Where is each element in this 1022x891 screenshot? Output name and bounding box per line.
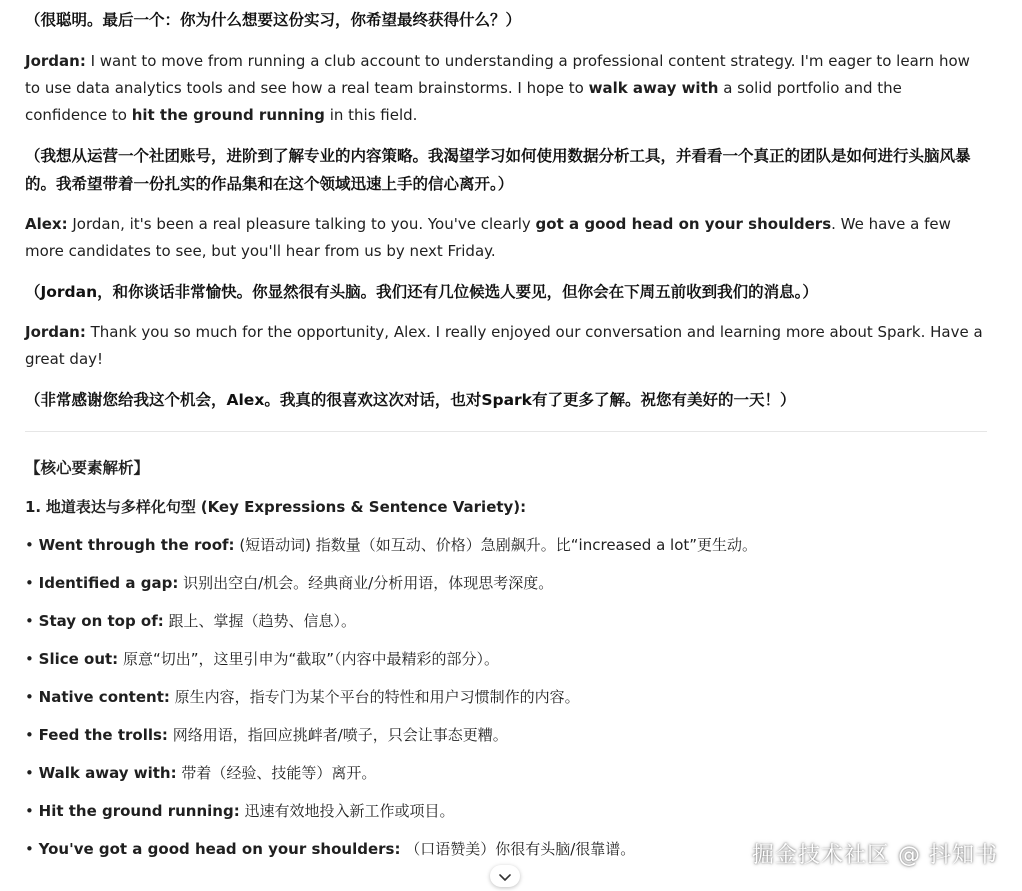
dialogue-text: I want to move from running a club account to understanding a professional content strategy. I'm eager to learn how to use data analytics tools and see how a real team brainstorms. I hope to xyxy=(25,52,970,97)
key-phrase: hit the ground running xyxy=(131,106,325,124)
dialogue-section xyxy=(25,6,987,414)
scroll-down-button[interactable] xyxy=(490,865,520,887)
subheading-number: 1. xyxy=(25,498,42,516)
expression-description: 跟上、掌握（趋势、信息）。 xyxy=(163,612,357,630)
expression-item xyxy=(25,683,987,711)
expression-term: You've got a good head on your shoulders: xyxy=(38,840,401,858)
bullet-marker: • xyxy=(25,688,34,706)
dialogue-text: Jordan, it's been a real pleasure talking to you. You've clearly xyxy=(67,215,536,233)
expression-item xyxy=(25,721,987,749)
expression-term: Identified a gap: xyxy=(38,574,179,592)
dialogue-text: . We have a few more candidates to see, but you'll hear from us by next Friday. xyxy=(25,215,951,260)
expression-term: Hit the ground running: xyxy=(38,802,240,820)
expression-term: Went through the roof: xyxy=(38,536,235,554)
section-divider xyxy=(25,431,987,432)
bullet-marker: • xyxy=(25,802,34,820)
expression-item xyxy=(25,531,987,559)
expression-term: Slice out: xyxy=(38,650,119,668)
subheading-cn: 地道表达与多样化句型 xyxy=(45,498,196,516)
expression-term: Feed the trolls: xyxy=(38,726,168,744)
key-phrase: walk away with xyxy=(588,79,719,97)
bullet-marker: • xyxy=(25,650,34,668)
dialogue-paragraph xyxy=(25,319,987,373)
dialogue-text: in this field. xyxy=(324,106,418,124)
analysis-title: 【核心要素解析】 xyxy=(25,459,150,477)
speaker-name: Alex: xyxy=(25,215,68,233)
bullet-marker: • xyxy=(25,612,34,630)
expression-description: 网络用语，指回应挑衅者/喷子，只会让事态更糟。 xyxy=(167,726,508,744)
expression-item xyxy=(25,759,987,787)
expression-description: 识别出空白/机会。经典商业/分析用语，体现思考深度。 xyxy=(178,574,554,592)
analysis-subheading xyxy=(25,493,987,521)
article-content xyxy=(25,0,987,873)
translation-paragraph: （非常感谢您给我这个机会，Alex。我真的很喜欢这次对话，也对Spark有了更多了解。祝您有美好的一天！） xyxy=(25,391,796,409)
bullet-marker: • xyxy=(25,726,34,744)
speaker-name: Jordan: xyxy=(25,52,86,70)
subheading-en: (Key Expressions & Sentence Variety): xyxy=(200,498,527,516)
key-phrase: got a good head on your shoulders xyxy=(535,215,832,233)
speaker-name: Jordan: xyxy=(25,323,86,341)
dialogue-text: a solid portfolio and the confidence to xyxy=(25,79,902,124)
dialogue-text: Thank you so much for the opportunity, Alex. I really enjoyed our conversation and learning more about Spark. Have a great day! xyxy=(25,323,983,368)
expression-description: (短语动词) 指数量（如互动、价格）急剧飙升。比“increased a lot”更生动。 xyxy=(234,536,758,554)
bullet-marker: • xyxy=(25,536,34,554)
translation-paragraph: （Jordan，和你谈话非常愉快。你显然很有头脑。我们还有几位候选人要见，但你会在下周五前收到我们的消息。） xyxy=(25,283,818,301)
expression-description: （口语赞美）你很有头脑/很靠谱。 xyxy=(400,840,636,858)
expression-item xyxy=(25,645,987,673)
expression-description: 原意“切出”，这里引申为“截取”（内容中最精彩的部分）。 xyxy=(118,650,500,668)
dialogue-paragraph xyxy=(25,211,987,265)
expression-description: 带着（经验、技能等）离开。 xyxy=(176,764,377,782)
expression-item xyxy=(25,797,987,825)
expression-description: 原生内容，指专门为某个平台的特性和用户习惯制作的内容。 xyxy=(169,688,580,706)
expression-term: Native content: xyxy=(38,688,170,706)
expression-list xyxy=(25,531,987,863)
dialogue-paragraph xyxy=(25,48,987,129)
bullet-marker: • xyxy=(25,764,34,782)
expression-term: Stay on top of: xyxy=(38,612,164,630)
analysis-section xyxy=(25,454,987,863)
expression-term: Walk away with: xyxy=(38,764,177,782)
expression-item xyxy=(25,569,987,597)
translation-paragraph: （我想从运营一个社团账号，进阶到了解专业的内容策略。我渴望学习如何使用数据分析工具，并看看一个真正的团队是如何进行头脑风暴的。我希望带着一份扎实的作品集和在这个领域迅速上手的信心离开。） xyxy=(25,147,971,193)
chevron-down-icon xyxy=(499,867,511,886)
bullet-marker: • xyxy=(25,574,34,592)
expression-description: 迅速有效地投入新工作或项目。 xyxy=(239,802,455,820)
bullet-marker: • xyxy=(25,840,34,858)
translation-paragraph: （很聪明。最后一个：你为什么想要这份实习，你希望最终获得什么？） xyxy=(25,11,522,29)
watermark: 掘金技术社区 @ 抖知书 xyxy=(752,843,998,868)
expression-item xyxy=(25,607,987,635)
